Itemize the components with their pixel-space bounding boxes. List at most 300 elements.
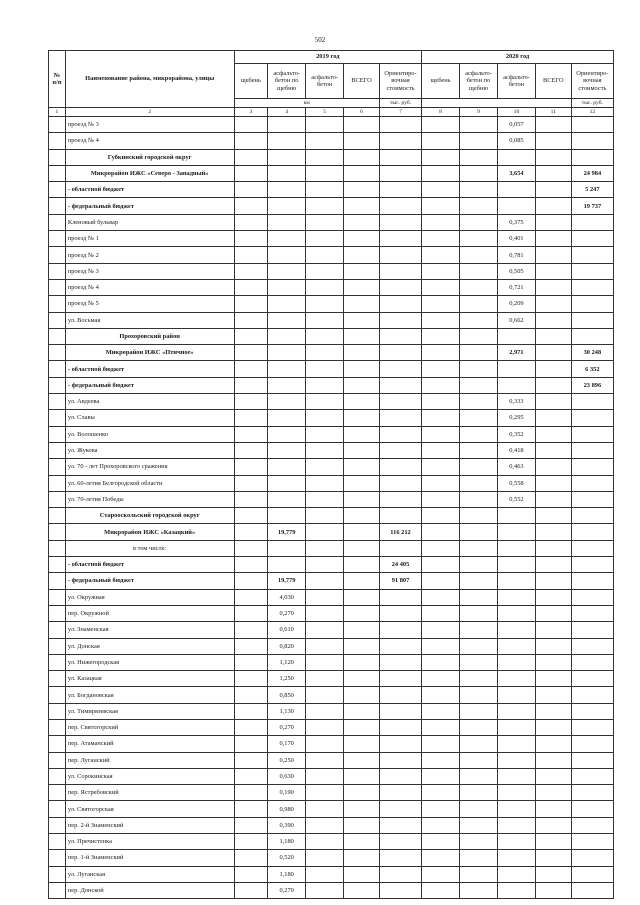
- value-cell: [460, 214, 498, 230]
- value-cell: [497, 605, 535, 621]
- value-cell: [422, 296, 460, 312]
- value-cell: [268, 182, 306, 198]
- value-cell: [460, 557, 498, 573]
- value-cell: [344, 605, 380, 621]
- value-cell: [379, 394, 421, 410]
- value-cell: [379, 671, 421, 687]
- value-cell: [344, 752, 380, 768]
- value-cell: 0,463: [497, 459, 535, 475]
- value-cell: [344, 410, 380, 426]
- row-name-cell: проезд № 5: [65, 296, 234, 312]
- value-cell: [460, 703, 498, 719]
- table-row: [49, 198, 614, 214]
- value-cell: [234, 459, 268, 475]
- value-cell: [268, 475, 306, 491]
- column-number: 11: [535, 108, 571, 117]
- value-cell: [234, 377, 268, 393]
- sub-header: асфальто-бетон: [497, 64, 535, 99]
- value-cell: [234, 214, 268, 230]
- value-cell: [535, 768, 571, 784]
- value-cell: [379, 231, 421, 247]
- value-cell: [460, 785, 498, 801]
- value-cell: [234, 410, 268, 426]
- value-cell: [535, 654, 571, 670]
- unit-rub: тыс. руб.: [571, 99, 613, 108]
- table-row: [49, 475, 614, 491]
- row-number-cell: [49, 394, 66, 410]
- value-cell: [571, 589, 613, 605]
- table-row: [49, 247, 614, 263]
- value-cell: [422, 165, 460, 181]
- value-cell: [268, 263, 306, 279]
- value-cell: [344, 638, 380, 654]
- value-cell: [460, 524, 498, 540]
- value-cell: [306, 133, 344, 149]
- value-cell: [234, 573, 268, 589]
- row-number-cell: [49, 736, 66, 752]
- value-cell: 23 896: [571, 377, 613, 393]
- value-cell: [422, 377, 460, 393]
- row-name-cell: ул. 70 - лет Прохоровского сражения: [65, 459, 234, 475]
- value-cell: [306, 149, 344, 165]
- value-cell: [460, 687, 498, 703]
- value-cell: [422, 589, 460, 605]
- value-cell: [268, 198, 306, 214]
- value-cell: [571, 394, 613, 410]
- value-cell: [234, 703, 268, 719]
- value-cell: [422, 312, 460, 328]
- value-cell: [234, 361, 268, 377]
- value-cell: [535, 279, 571, 295]
- sub-header: ВСЕГО: [344, 64, 380, 99]
- sub-header: ВСЕГО: [535, 64, 571, 99]
- value-cell: [268, 361, 306, 377]
- value-cell: [344, 491, 380, 507]
- value-cell: [379, 785, 421, 801]
- value-cell: [535, 866, 571, 882]
- value-cell: [234, 198, 268, 214]
- value-cell: [234, 752, 268, 768]
- value-cell: [497, 654, 535, 670]
- row-number-cell: [49, 866, 66, 882]
- value-cell: [460, 377, 498, 393]
- value-cell: [422, 279, 460, 295]
- value-cell: [460, 671, 498, 687]
- value-cell: [268, 149, 306, 165]
- table-row: [49, 850, 614, 866]
- value-cell: [306, 540, 344, 556]
- value-cell: [535, 557, 571, 573]
- value-cell: [234, 133, 268, 149]
- row-name-cell: ул. 60-летия Белгородской области: [65, 475, 234, 491]
- value-cell: [268, 328, 306, 344]
- value-cell: [234, 231, 268, 247]
- value-cell: [571, 491, 613, 507]
- value-cell: 0,333: [497, 394, 535, 410]
- value-cell: [571, 214, 613, 230]
- value-cell: [571, 557, 613, 573]
- value-cell: [268, 491, 306, 507]
- value-cell: [234, 589, 268, 605]
- value-cell: [535, 377, 571, 393]
- value-cell: [571, 133, 613, 149]
- value-cell: [306, 671, 344, 687]
- value-cell: [497, 785, 535, 801]
- value-cell: [306, 834, 344, 850]
- value-cell: 0,352: [497, 426, 535, 442]
- table-row: [49, 117, 614, 133]
- value-cell: [306, 654, 344, 670]
- value-cell: [268, 279, 306, 295]
- value-cell: [571, 785, 613, 801]
- sub-header: асфальто-бетон по щебню: [268, 64, 306, 99]
- value-cell: [379, 410, 421, 426]
- value-cell: [535, 687, 571, 703]
- value-cell: [379, 508, 421, 524]
- value-cell: [379, 361, 421, 377]
- table-row: [49, 149, 614, 165]
- value-cell: [535, 426, 571, 442]
- row-number-cell: [49, 605, 66, 621]
- value-cell: 0,270: [268, 719, 306, 735]
- value-cell: [234, 426, 268, 442]
- row-number-cell: [49, 719, 66, 735]
- value-cell: [344, 361, 380, 377]
- row-number-cell: [49, 703, 66, 719]
- value-cell: [460, 540, 498, 556]
- table-body: [49, 117, 614, 899]
- value-cell: [535, 719, 571, 735]
- value-cell: [571, 850, 613, 866]
- value-cell: 0,270: [268, 882, 306, 898]
- value-cell: [497, 622, 535, 638]
- value-cell: [379, 654, 421, 670]
- value-cell: [268, 377, 306, 393]
- value-cell: [422, 410, 460, 426]
- value-cell: [268, 312, 306, 328]
- value-cell: [422, 622, 460, 638]
- value-cell: 3,654: [497, 165, 535, 181]
- row-number-cell: [49, 638, 66, 654]
- value-cell: [535, 589, 571, 605]
- value-cell: [497, 687, 535, 703]
- value-cell: [344, 263, 380, 279]
- value-cell: [535, 622, 571, 638]
- sub-header: асфальто-бетон: [306, 64, 344, 99]
- value-cell: [535, 263, 571, 279]
- value-cell: [234, 622, 268, 638]
- sub-header: Ориентиро-вочная стоимость: [571, 64, 613, 99]
- value-cell: [344, 426, 380, 442]
- value-cell: [460, 622, 498, 638]
- value-cell: [306, 279, 344, 295]
- value-cell: [268, 165, 306, 181]
- value-cell: [379, 589, 421, 605]
- value-cell: [344, 736, 380, 752]
- value-cell: [306, 785, 344, 801]
- row-name-cell: ул. Богдановская: [65, 687, 234, 703]
- column-number: 7: [379, 108, 421, 117]
- row-name-cell: пер. Ястребовский: [65, 785, 234, 801]
- row-number-cell: [49, 182, 66, 198]
- row-name-cell: пер. 2-й Знаменский: [65, 817, 234, 833]
- row-number-cell: [49, 475, 66, 491]
- value-cell: [460, 654, 498, 670]
- table-row: [49, 622, 614, 638]
- value-cell: [379, 312, 421, 328]
- value-cell: [234, 817, 268, 833]
- value-cell: [535, 296, 571, 312]
- value-cell: [306, 426, 344, 442]
- value-cell: [571, 801, 613, 817]
- table-row: [49, 540, 614, 556]
- value-cell: [535, 133, 571, 149]
- row-number-cell: [49, 296, 66, 312]
- column-number: 1: [49, 108, 66, 117]
- value-cell: [571, 540, 613, 556]
- value-cell: 0,209: [497, 296, 535, 312]
- value-cell: [460, 719, 498, 735]
- value-cell: [234, 801, 268, 817]
- table-row: [49, 231, 614, 247]
- row-number-cell: [49, 524, 66, 540]
- value-cell: [344, 687, 380, 703]
- value-cell: [344, 882, 380, 898]
- value-cell: [306, 589, 344, 605]
- column-number: 8: [422, 108, 460, 117]
- row-name-cell: - федеральный бюджет: [65, 198, 234, 214]
- value-cell: [497, 557, 535, 573]
- value-cell: [306, 247, 344, 263]
- value-cell: [306, 638, 344, 654]
- sub-header: Ориентиро-вочная стоимость: [379, 64, 421, 99]
- value-cell: [379, 426, 421, 442]
- col-name-header: Наименование района, микрорайона, улицы: [65, 51, 234, 108]
- value-cell: [571, 426, 613, 442]
- value-cell: [422, 671, 460, 687]
- value-cell: 0,505: [497, 263, 535, 279]
- value-cell: [234, 882, 268, 898]
- value-cell: [234, 768, 268, 784]
- value-cell: [306, 801, 344, 817]
- row-name-cell: ул. Авдеева: [65, 394, 234, 410]
- value-cell: [497, 866, 535, 882]
- value-cell: [306, 882, 344, 898]
- value-cell: [379, 752, 421, 768]
- year-2020-header: 2020 год: [422, 51, 614, 64]
- value-cell: [571, 573, 613, 589]
- value-cell: [422, 768, 460, 784]
- value-cell: [268, 117, 306, 133]
- value-cell: [460, 117, 498, 133]
- table-row: [49, 768, 614, 784]
- column-number: 10: [497, 108, 535, 117]
- table-row: [49, 866, 614, 882]
- value-cell: [344, 377, 380, 393]
- value-cell: [379, 605, 421, 621]
- value-cell: [460, 165, 498, 181]
- value-cell: [379, 279, 421, 295]
- value-cell: 0,390: [268, 817, 306, 833]
- value-cell: [344, 573, 380, 589]
- column-number: 5: [306, 108, 344, 117]
- value-cell: [234, 866, 268, 882]
- value-cell: [268, 345, 306, 361]
- row-name-cell: в том числе:: [65, 540, 234, 556]
- unit-empty: [422, 99, 572, 108]
- value-cell: 0,270: [268, 605, 306, 621]
- value-cell: [306, 442, 344, 458]
- value-cell: [460, 589, 498, 605]
- value-cell: [422, 703, 460, 719]
- value-cell: [571, 752, 613, 768]
- value-cell: [344, 540, 380, 556]
- value-cell: [379, 263, 421, 279]
- value-cell: [535, 198, 571, 214]
- table-row: [49, 703, 614, 719]
- value-cell: 19,779: [268, 524, 306, 540]
- value-cell: [344, 133, 380, 149]
- value-cell: [234, 165, 268, 181]
- table-row: [49, 801, 614, 817]
- value-cell: [460, 801, 498, 817]
- table-row: [49, 328, 614, 344]
- value-cell: [344, 459, 380, 475]
- value-cell: [379, 247, 421, 263]
- value-cell: [571, 508, 613, 524]
- row-name-cell: ул. Жукова: [65, 442, 234, 458]
- table-row: [49, 573, 614, 589]
- value-cell: 91 807: [379, 573, 421, 589]
- value-cell: [379, 703, 421, 719]
- value-cell: [344, 622, 380, 638]
- value-cell: [535, 573, 571, 589]
- value-cell: [234, 247, 268, 263]
- value-cell: 1,130: [268, 703, 306, 719]
- value-cell: [379, 687, 421, 703]
- value-cell: [344, 117, 380, 133]
- value-cell: [234, 638, 268, 654]
- value-cell: [571, 654, 613, 670]
- row-name-cell: Микрорайон ИЖС «Северо - Западный»: [65, 165, 234, 181]
- value-cell: [306, 182, 344, 198]
- value-cell: [268, 394, 306, 410]
- value-cell: [571, 622, 613, 638]
- row-name-cell: пер. Луганский: [65, 752, 234, 768]
- roads-table: [48, 50, 614, 899]
- value-cell: [268, 442, 306, 458]
- table-row: [49, 605, 614, 621]
- value-cell: [535, 328, 571, 344]
- value-cell: [379, 736, 421, 752]
- sub-header: щебень: [234, 64, 268, 99]
- value-cell: [234, 736, 268, 752]
- table-row: [49, 279, 614, 295]
- value-cell: [306, 622, 344, 638]
- value-cell: [379, 834, 421, 850]
- row-number-cell: [49, 834, 66, 850]
- value-cell: [268, 459, 306, 475]
- table-row: [49, 589, 614, 605]
- value-cell: [234, 328, 268, 344]
- value-cell: [234, 654, 268, 670]
- page-number: 502: [314, 36, 326, 44]
- value-cell: [379, 801, 421, 817]
- value-cell: [535, 410, 571, 426]
- table-row: [49, 312, 614, 328]
- value-cell: [234, 850, 268, 866]
- value-cell: [344, 231, 380, 247]
- row-name-cell: ул. Знаменская: [65, 622, 234, 638]
- value-cell: 0,630: [268, 768, 306, 784]
- value-cell: [344, 328, 380, 344]
- row-number-cell: [49, 817, 66, 833]
- value-cell: [535, 671, 571, 687]
- value-cell: [379, 328, 421, 344]
- value-cell: [535, 491, 571, 507]
- row-name-cell: проезд № 4: [65, 133, 234, 149]
- value-cell: [571, 117, 613, 133]
- row-name-cell: проезд № 1: [65, 231, 234, 247]
- value-cell: [422, 263, 460, 279]
- value-cell: [422, 475, 460, 491]
- value-cell: [234, 557, 268, 573]
- row-number-cell: [49, 214, 66, 230]
- value-cell: [422, 345, 460, 361]
- value-cell: [344, 866, 380, 882]
- value-cell: [535, 182, 571, 198]
- value-cell: [571, 263, 613, 279]
- value-cell: [460, 149, 498, 165]
- value-cell: [379, 345, 421, 361]
- value-cell: [460, 361, 498, 377]
- value-cell: [535, 459, 571, 475]
- value-cell: [268, 214, 306, 230]
- value-cell: [422, 524, 460, 540]
- value-cell: [535, 475, 571, 491]
- row-number-cell: [49, 312, 66, 328]
- value-cell: [379, 475, 421, 491]
- value-cell: [460, 328, 498, 344]
- value-cell: [422, 866, 460, 882]
- table-row: [49, 345, 614, 361]
- value-cell: [422, 198, 460, 214]
- value-cell: [379, 133, 421, 149]
- value-cell: 0,820: [268, 638, 306, 654]
- row-name-cell: ул. Окружная: [65, 589, 234, 605]
- value-cell: [306, 410, 344, 426]
- value-cell: [422, 426, 460, 442]
- value-cell: [422, 247, 460, 263]
- value-cell: 6 352: [571, 361, 613, 377]
- row-name-cell: - федеральный бюджет: [65, 573, 234, 589]
- value-cell: [535, 214, 571, 230]
- value-cell: [571, 687, 613, 703]
- table-row: [49, 719, 614, 735]
- row-number-cell: [49, 149, 66, 165]
- value-cell: [344, 345, 380, 361]
- row-number-cell: [49, 231, 66, 247]
- table-row: [49, 442, 614, 458]
- value-cell: [422, 328, 460, 344]
- value-cell: [306, 377, 344, 393]
- value-cell: [460, 312, 498, 328]
- value-cell: 2,971: [497, 345, 535, 361]
- value-cell: [379, 459, 421, 475]
- value-cell: [306, 491, 344, 507]
- value-cell: [344, 165, 380, 181]
- table-row: [49, 557, 614, 573]
